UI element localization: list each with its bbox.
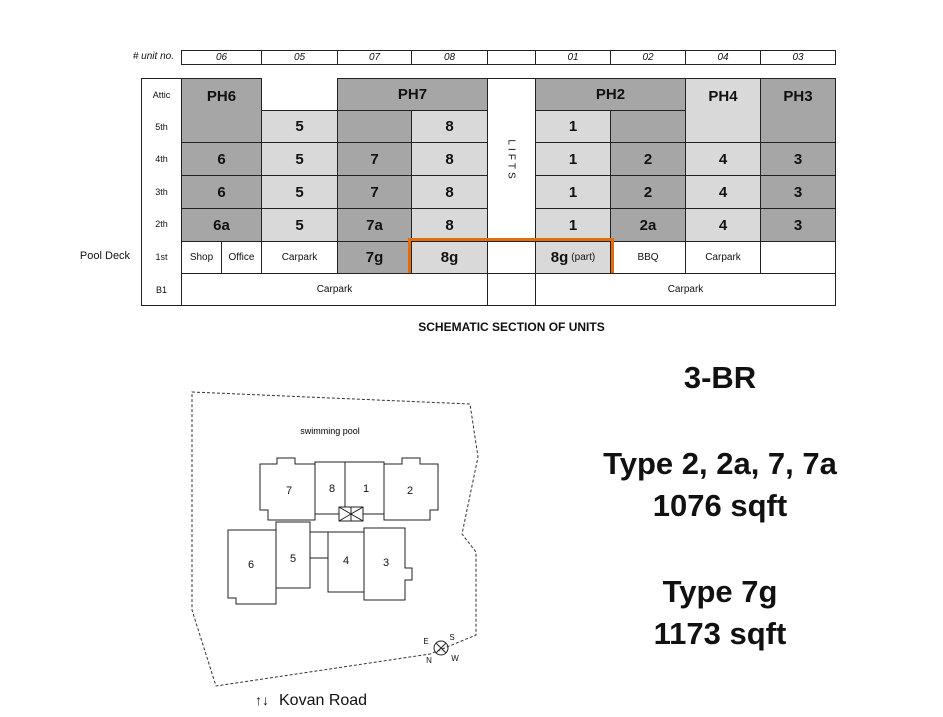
compass-e: E — [423, 637, 429, 646]
row-label-attic: Attic — [152, 90, 171, 100]
unit-types-line: Type 2, 2a, 7, 7a — [603, 446, 837, 481]
carpark-b1-right: Carpark — [535, 273, 836, 306]
block-8-label: 8 — [328, 483, 336, 495]
compass-icon — [423, 633, 459, 665]
unit-types-size: 1076 sqft — [652, 488, 788, 523]
unit-2a-2nd: 2a — [610, 208, 686, 242]
lifts-shaft — [487, 78, 536, 242]
unit-8-3rd: 8 — [411, 175, 488, 209]
unit-1-2nd: 1 — [535, 208, 611, 242]
carpark-1st-left: Carpark — [261, 241, 338, 274]
header-unit-03: 03 — [760, 50, 836, 65]
row-label-2nd: 2th — [155, 219, 168, 229]
unit-7-4th: 7 — [337, 142, 412, 176]
penthouse-ph3: PH3 — [760, 78, 836, 143]
header-unit-lifts — [487, 50, 536, 65]
unit-6-4th: 6 — [181, 142, 262, 176]
block-1-label: 1 — [362, 483, 370, 495]
unit-2-3rd: 2 — [610, 175, 686, 209]
site-plan — [180, 382, 480, 687]
penthouse-ph2: PH2 — [535, 78, 686, 111]
unit-8g-part: 8g (part) — [535, 241, 611, 274]
link-5-4 — [310, 532, 328, 558]
unit-8g: 8g — [411, 241, 488, 274]
compass-s: S — [449, 633, 455, 642]
penthouse-ph6: PH6 — [181, 78, 262, 143]
penthouse-ph4: PH4 — [685, 78, 761, 143]
road-label-group — [255, 692, 367, 710]
lifts-label: LIFTS — [505, 138, 517, 182]
section-caption: SCHEMATIC SECTION OF UNITS — [418, 320, 605, 334]
unit-2-4th: 2 — [610, 142, 686, 176]
carpark-1st-right: Carpark — [685, 241, 761, 274]
carpark-b1-left: Carpark — [181, 273, 488, 306]
unit-8-5th: 8 — [411, 110, 488, 143]
header-unit-02: 02 — [610, 50, 686, 65]
row-label-b1: B1 — [155, 285, 167, 295]
unit-5-2nd: 5 — [261, 208, 338, 242]
unit-type-g-size: 1173 sqft — [653, 616, 787, 651]
header-unit-07: 07 — [337, 50, 412, 65]
block-3-label: 3 — [382, 557, 390, 569]
unit-5-3rd: 5 — [261, 175, 338, 209]
row-label-3rd: 3th — [155, 187, 168, 197]
compass-w: W — [451, 654, 459, 663]
penthouse-ph7: PH7 — [337, 78, 488, 111]
block-2-label: 2 — [406, 485, 414, 497]
block-7-label: 7 — [285, 485, 293, 497]
block-4-label: 4 — [342, 555, 350, 567]
unit-4-4th: 4 — [685, 142, 761, 176]
unit-type-g-line: Type 7g — [662, 574, 778, 609]
unit-3-4th: 3 — [760, 142, 836, 176]
unit-3-2nd: 3 — [760, 208, 836, 242]
unit-1-3rd: 1 — [535, 175, 611, 209]
road-arrows-icon: ↑↓ — [255, 692, 269, 708]
pool-deck-label: Pool Deck — [79, 250, 131, 262]
penthouse-ph7-lower — [337, 110, 412, 143]
unit-7-3rd: 7 — [337, 175, 412, 209]
unit-4-3rd: 4 — [685, 175, 761, 209]
unit-3-3rd: 3 — [760, 175, 836, 209]
unit-7g: 7g — [337, 241, 412, 274]
bbq-area: BBQ — [610, 241, 686, 274]
unit-8-2nd: 8 — [411, 208, 488, 242]
shop-unit: Shop — [181, 241, 222, 274]
row-label-1st: 1st — [155, 252, 168, 262]
unit-6-3rd: 6 — [181, 175, 262, 209]
row-label-4th: 4th — [155, 154, 168, 164]
empty-1st-03 — [760, 241, 836, 274]
unit-5-5th: 5 — [261, 110, 338, 143]
unit-8-4th: 8 — [411, 142, 488, 176]
header-unit-05: 05 — [261, 50, 338, 65]
lift-b1 — [487, 273, 536, 306]
bedroom-count: 3-BR — [683, 360, 757, 395]
unit-5-4th: 5 — [261, 142, 338, 176]
road-label: Kovan Road — [279, 692, 368, 709]
unit-4-2nd: 4 — [685, 208, 761, 242]
compass-n: N — [426, 656, 432, 665]
unit-1-4th: 1 — [535, 142, 611, 176]
office-unit: Office — [221, 241, 262, 274]
header-unit-04: 04 — [685, 50, 761, 65]
header-unit-06: 06 — [181, 50, 262, 65]
penthouse-ph2-lower — [610, 110, 686, 143]
unit-6a-2nd: 6a — [181, 208, 262, 242]
pool-label: swimming pool — [300, 426, 360, 436]
row-label-5th: 5th — [155, 122, 168, 132]
unit-1-5th: 1 — [535, 110, 611, 143]
header-unit-08: 08 — [411, 50, 488, 65]
unit-no-label: # unit no. — [132, 51, 174, 62]
header-unit-01: 01 — [535, 50, 611, 65]
unit-7a-2nd: 7a — [337, 208, 412, 242]
block-6-label: 6 — [247, 559, 255, 571]
block-5-label: 5 — [289, 553, 297, 565]
